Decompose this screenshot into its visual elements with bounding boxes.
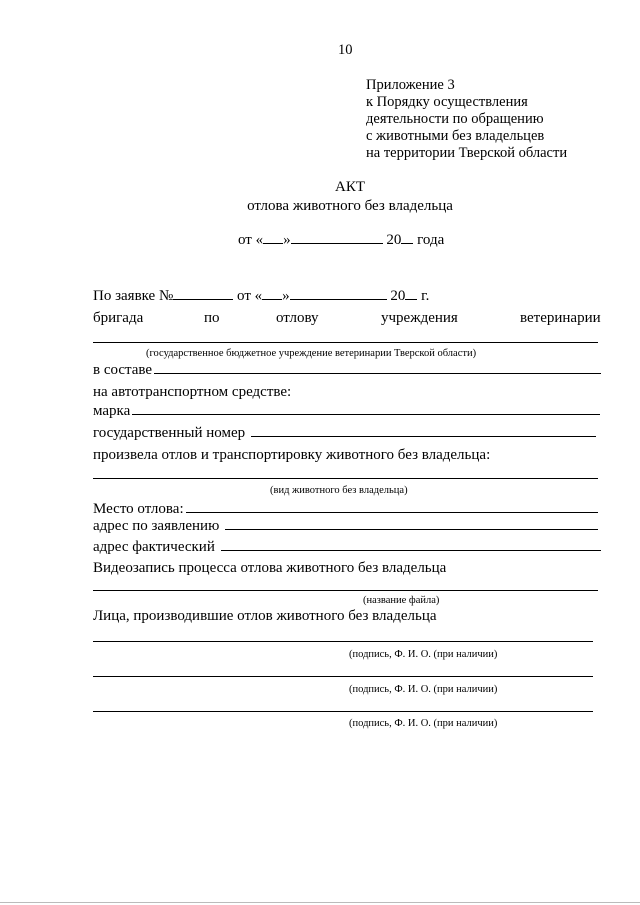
- plate-blank[interactable]: [251, 424, 596, 437]
- composition-blank[interactable]: [154, 361, 601, 374]
- address-actual-row: [93, 538, 601, 556]
- request-year-prefix: 20: [390, 288, 406, 304]
- date-from-label: от «: [238, 232, 264, 248]
- address-request-row: [93, 517, 598, 535]
- request-line: [93, 287, 429, 305]
- request-number-blank[interactable]: [173, 287, 233, 300]
- page-bottom-edge: [0, 902, 640, 903]
- capture-place-label: Место отлова:: [93, 501, 184, 517]
- request-day-blank[interactable]: [262, 287, 282, 300]
- address-request-blank[interactable]: [225, 517, 598, 530]
- file-name-line[interactable]: [93, 590, 598, 591]
- document-title: АКТ: [335, 179, 365, 195]
- institution-caption: (государственное бюджетное учреждение ветеринарии Тверской области): [146, 348, 477, 359]
- signature-caption-3: (подпись, Ф. И. О. (при наличии): [349, 718, 498, 729]
- animal-type-line[interactable]: [93, 478, 598, 479]
- persons-label: Лица, производившие отлов животного без владельца: [93, 608, 437, 624]
- year-suffix: года: [417, 232, 445, 248]
- signature-caption-2: (подпись, Ф. И. О. (при наличии): [349, 684, 498, 695]
- page-number: 10: [338, 42, 353, 58]
- brigade-word-1: бригада: [93, 310, 144, 326]
- performed-label: произвела отлов и транспортировку животного без владельца:: [93, 447, 491, 463]
- capture-place-blank[interactable]: [186, 500, 598, 513]
- appendix-line-2: к Порядку осуществления: [366, 94, 528, 110]
- capture-place-row: [93, 500, 598, 518]
- appendix-line-4: с животными без владельцев: [366, 128, 545, 144]
- request-label: По заявке №: [93, 288, 174, 304]
- month-blank[interactable]: [291, 231, 383, 244]
- brigade-word-3: отлову: [276, 310, 319, 326]
- vehicle-label: на автотранспортном средстве:: [93, 384, 292, 400]
- brand-label: марка: [93, 403, 131, 419]
- address-request-label: адрес по заявлению: [93, 518, 220, 534]
- request-close-quote: »: [282, 288, 290, 304]
- date-line: [238, 231, 444, 249]
- request-year-suffix: г.: [421, 288, 430, 304]
- brigade-word-4: учреждения: [381, 310, 458, 326]
- year-blank[interactable]: [401, 231, 413, 244]
- composition-label: в составе: [93, 362, 153, 378]
- brigade-word-2: по: [204, 310, 220, 326]
- appendix-line-3: деятельности по обращению: [366, 111, 544, 127]
- brigade-word-5: ветеринарии: [520, 310, 601, 326]
- video-label: Видеозапись процесса отлова животного без владельца: [93, 560, 447, 576]
- file-name-caption: (название файла): [363, 595, 440, 606]
- year-prefix: 20: [386, 232, 402, 248]
- composition-row: [93, 361, 601, 379]
- signature-caption-1: (подпись, Ф. И. О. (при наличии): [349, 649, 498, 660]
- request-year-blank[interactable]: [405, 287, 417, 300]
- animal-type-caption: (вид животного без владельца): [270, 485, 408, 496]
- document-subtitle: отлова животного без владельца: [247, 198, 453, 214]
- address-actual-blank[interactable]: [221, 538, 601, 551]
- request-month-blank[interactable]: [290, 287, 387, 300]
- brand-blank[interactable]: [132, 402, 600, 415]
- address-actual-label: адрес фактический: [93, 539, 215, 555]
- signature-line-3[interactable]: [93, 711, 593, 712]
- plate-label: государственный номер: [93, 425, 246, 441]
- institution-line[interactable]: [93, 342, 598, 343]
- date-close-quote: »: [283, 232, 291, 248]
- signature-line-1[interactable]: [93, 641, 593, 642]
- plate-row: [93, 424, 596, 442]
- request-from-label: от «: [237, 288, 263, 304]
- appendix-line-5: на территории Тверской области: [366, 145, 568, 161]
- brand-row: [93, 402, 600, 420]
- signature-line-2[interactable]: [93, 676, 593, 677]
- appendix-line-1: Приложение 3: [366, 77, 455, 93]
- day-blank[interactable]: [263, 231, 283, 244]
